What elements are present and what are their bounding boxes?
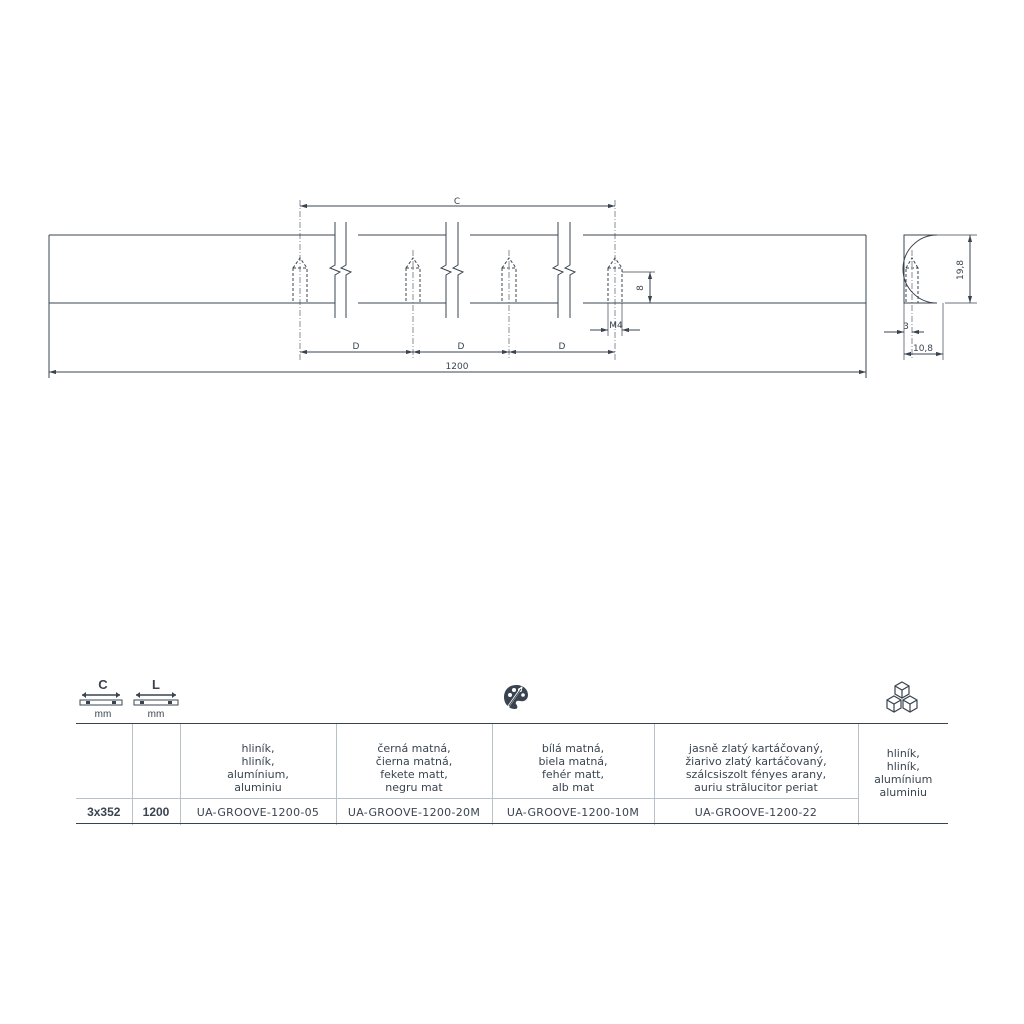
label-d2: D — [457, 342, 465, 352]
screw-hole-1 — [293, 200, 307, 360]
l-value: 1200 — [132, 799, 180, 826]
label-c: C — [453, 197, 461, 207]
label-width: 10,8 — [912, 344, 934, 354]
palette-icon — [502, 682, 530, 712]
table-bottom-rule — [76, 823, 948, 824]
finish-aluminium: hliník, hliník, alumínium, aluminiu — [180, 724, 336, 799]
finish-white-matt: bílá matná, biela matná, fehér matt, alb mat — [492, 724, 654, 799]
product-code: UA-GROOVE-1200-22 — [654, 799, 858, 826]
label-offset: 3 — [903, 322, 909, 332]
product-code: UA-GROOVE-1200-20M — [336, 799, 492, 826]
screw-hole-4 — [608, 200, 622, 360]
product-code: UA-GROOVE-1200-10M — [492, 799, 654, 826]
screw-hole-3 — [502, 250, 516, 360]
empty-cell — [76, 724, 132, 799]
finish-gold-brushed: jasně zlatý kartáčovaný, žiarivo zlatý kartáčovaný, szálcsiszolt fényes arany, auriu strălucitor periat — [654, 724, 858, 799]
material-cell: hliník, hliník, alumínium aluminiu — [858, 724, 948, 825]
label-depth: 8 — [636, 285, 646, 291]
svg-text:mm: mm — [147, 709, 165, 720]
product-code: UA-GROOVE-1200-05 — [180, 799, 336, 826]
label-total: 1200 — [445, 362, 469, 372]
product-table — [76, 724, 948, 825]
label-height: 19,8 — [956, 259, 966, 281]
finish-black-matt: černá matná, čierna matná, fekete matt, negru mat — [336, 724, 492, 799]
handle-front-view — [49, 222, 866, 378]
screw-hole-2 — [406, 250, 420, 360]
svg-text:C: C — [98, 677, 108, 692]
empty-cell — [132, 724, 180, 799]
handle-side-profile — [903, 235, 977, 360]
length-l-header — [132, 676, 180, 720]
dimension-c-header — [76, 676, 124, 720]
c-value: 3x352 — [76, 799, 132, 826]
label-thread: M4 — [609, 321, 623, 331]
label-d3: D — [558, 342, 566, 352]
svg-text:mm: mm — [94, 709, 112, 720]
label-d1: D — [352, 342, 360, 352]
svg-text:L: L — [152, 677, 160, 692]
cubes-icon — [884, 680, 920, 714]
